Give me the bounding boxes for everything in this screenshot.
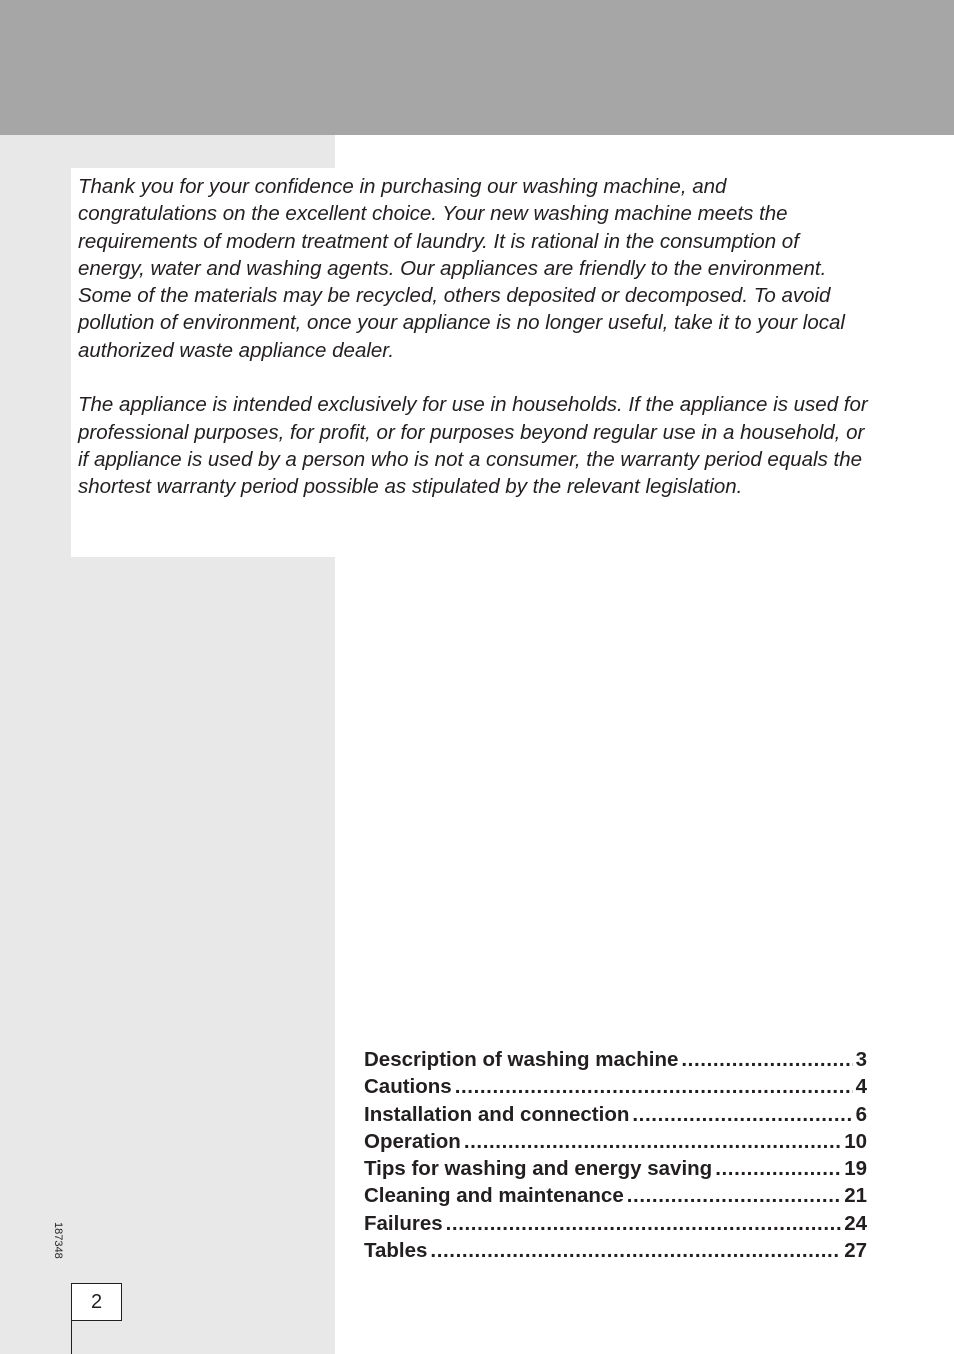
toc-item-title: Tables bbox=[364, 1239, 428, 1263]
toc-item-title: Cautions bbox=[364, 1075, 452, 1099]
toc-item-page: 19 bbox=[844, 1157, 867, 1181]
toc-item-page: 6 bbox=[855, 1102, 867, 1126]
toc-item-page: 3 bbox=[855, 1048, 867, 1071]
toc-leader-dots bbox=[430, 1237, 841, 1264]
toc-item-title: Installation and connection bbox=[364, 1102, 630, 1126]
toc-item-page: 21 bbox=[844, 1184, 867, 1208]
toc-leader-dots bbox=[632, 1101, 852, 1128]
toc-item-page: 27 bbox=[844, 1239, 867, 1263]
toc-item-title: Description of washing machine bbox=[364, 1048, 679, 1071]
toc-item-tips[interactable] bbox=[364, 1155, 867, 1182]
toc-leader-dots bbox=[464, 1128, 841, 1155]
toc-item-failures[interactable] bbox=[364, 1210, 867, 1237]
document-code: 187348 bbox=[52, 1222, 64, 1259]
toc-item-title: Operation bbox=[364, 1129, 461, 1153]
intro-paragraph-2: The appliance is intended exclusively for use in households. If the appliance is used for professional purposes, for profit, or for purposes beyond regular use in a household, or if appliance is used by a person who is not a consumer, the warranty period equals the shortest warranty period possible as stipulated by the relevant legislation. bbox=[78, 393, 868, 499]
toc-item-title: Failures bbox=[364, 1211, 443, 1235]
toc-leader-dots bbox=[455, 1073, 853, 1100]
toc-item-page: 10 bbox=[844, 1129, 867, 1153]
intro-section bbox=[71, 168, 869, 557]
toc-leader-dots bbox=[446, 1210, 842, 1237]
toc-item-description[interactable] bbox=[364, 1046, 867, 1073]
toc-item-page: 4 bbox=[855, 1075, 867, 1099]
toc-item-page: 24 bbox=[844, 1211, 867, 1235]
intro-paragraph-1: Thank you for your confidence in purchasing our washing machine, and congratulations on the excellent choice. Your new washing machine meets the requirements of modern treatment of laundry. It is rational in the consumption of energy, water and washing agents. Our appliances are friendly to the environment. Some of the materials may be recycled, others deposited or decomposed. To avoid pollution of environment, once your appliance is no longer useful, take it to your local authorized waste appliance dealer. bbox=[78, 175, 845, 362]
toc-leader-dots bbox=[715, 1155, 841, 1182]
toc-item-tables[interactable] bbox=[364, 1237, 867, 1264]
toc-leader-dots bbox=[681, 1046, 852, 1073]
toc-item-title: Tips for washing and energy saving bbox=[364, 1157, 713, 1181]
toc-item-cleaning[interactable] bbox=[364, 1182, 867, 1209]
table-of-contents bbox=[364, 1046, 867, 1264]
toc-leader-dots bbox=[627, 1182, 841, 1209]
toc-item-operation[interactable] bbox=[364, 1128, 867, 1155]
page-number-line bbox=[71, 1320, 72, 1354]
page-number: 2 bbox=[71, 1283, 122, 1321]
toc-item-title: Cleaning and maintenance bbox=[364, 1184, 624, 1208]
toc-item-installation[interactable] bbox=[364, 1101, 867, 1128]
header-band bbox=[0, 0, 954, 135]
toc-item-cautions[interactable] bbox=[364, 1073, 867, 1100]
